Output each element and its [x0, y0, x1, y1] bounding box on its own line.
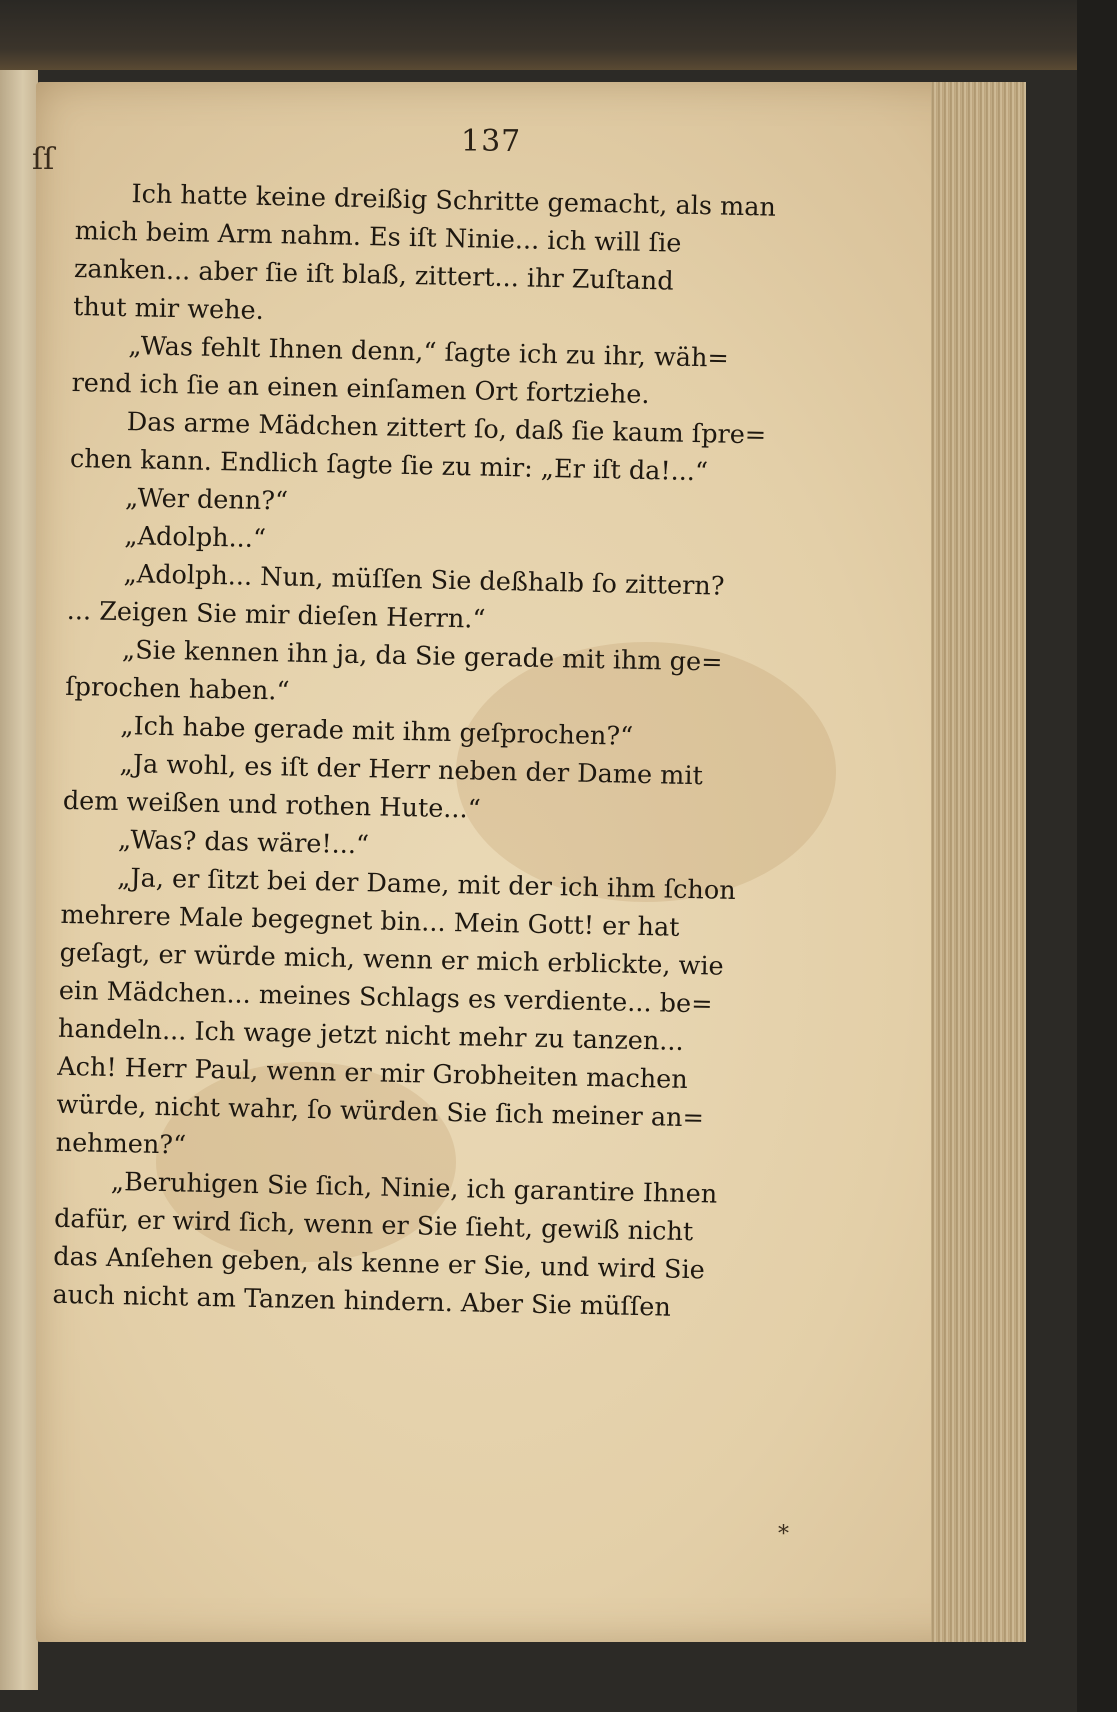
- text-line: ſprochen haben.“: [64, 671, 290, 707]
- text-line: rend ich ſie an einen einſamen Ort fortziehe.: [71, 367, 650, 411]
- text-line: „Was? das wäre!...“: [117, 825, 370, 861]
- text-line: geſagt, er würde mich, wenn er mich erblickte, wie: [59, 937, 724, 982]
- text-line: würde, nicht wahr, ſo würden Sie ſich meiner an=: [56, 1089, 705, 1134]
- text-line: ein Mädchen... meines Schlags es verdiente... be=: [58, 975, 713, 1020]
- backdrop-right: [1077, 0, 1117, 1712]
- text-line: „Adolph... Nun, müſſen Sie deßhalb ſo zittern?: [123, 559, 725, 602]
- text-line: „Ich habe gerade mit ihm geſprochen?“: [120, 711, 634, 752]
- margin-mark: ſſ: [32, 142, 55, 177]
- text-line: „Wer denn?“: [124, 483, 289, 517]
- text-line: handeln... Ich wage jetzt nicht mehr zu tanzen...: [57, 1013, 684, 1057]
- text-line: „Beruhigen Sie ſich, Ninie, ich garantire Ihnen: [110, 1166, 718, 1210]
- page-fore-edge: [931, 82, 1026, 1642]
- text-line: dem weißen und rothen Hute...“: [62, 785, 481, 825]
- text-line: dafür, er wird ſich, wenn er Sie ſieht, gewiß nicht: [53, 1203, 694, 1248]
- signature-mark: *: [778, 1522, 789, 1547]
- text-line: „Ja, er ſitzt bei der Dame, mit der ich ihm ſchon: [116, 863, 736, 906]
- text-line: „Sie kennen ihn ja, da Sie gerade mit ihm ge=: [121, 635, 723, 678]
- page-number: 137: [461, 124, 522, 159]
- text-line: Ach! Herr Paul, wenn er mir Grobheiten machen: [56, 1051, 689, 1096]
- text-line: nehmen?“: [55, 1127, 187, 1161]
- book-page: [32, 82, 1026, 1642]
- text-line: das Anſehen geben, als kenne er Sie, und wird Sie: [53, 1241, 706, 1286]
- text-line: zanken... aber ſie iſt blaß, zittert... ihr Zuſtand: [73, 253, 674, 297]
- text-line: „Was fehlt Ihnen denn,“ ſagte ich zu ihr, wäh=: [128, 331, 730, 374]
- text-line: ... Zeigen Sie mir dieſen Herrn.“: [66, 595, 486, 635]
- text-line: „Ja wohl, es iſt der Herr neben der Dame mit: [119, 749, 704, 792]
- text-line: thut mir wehe.: [72, 291, 265, 326]
- text-line: Das arme Mädchen zittert ſo, daß ſie kaum ſpre=: [126, 407, 767, 451]
- backdrop-top: [0, 0, 1117, 70]
- text-line: chen kann. Endlich ſagte ſie zu mir: „Er iſt da!...“: [69, 443, 709, 488]
- text-line: mich beim Arm nahm. Es iſt Ninie... ich will ſie: [74, 215, 682, 259]
- left-page-edge: [0, 70, 38, 1690]
- text-line: auch nicht am Tanzen hindern. Aber Sie müſſen: [52, 1279, 672, 1323]
- text-line: mehrere Male begegnet bin... Mein Gott! er hat: [60, 899, 680, 943]
- text-line: Ich hatte keine dreißig Schritte gemacht, als man: [131, 179, 777, 223]
- body-text: [52, 174, 866, 1330]
- text-line: „Adolph...“: [124, 521, 267, 555]
